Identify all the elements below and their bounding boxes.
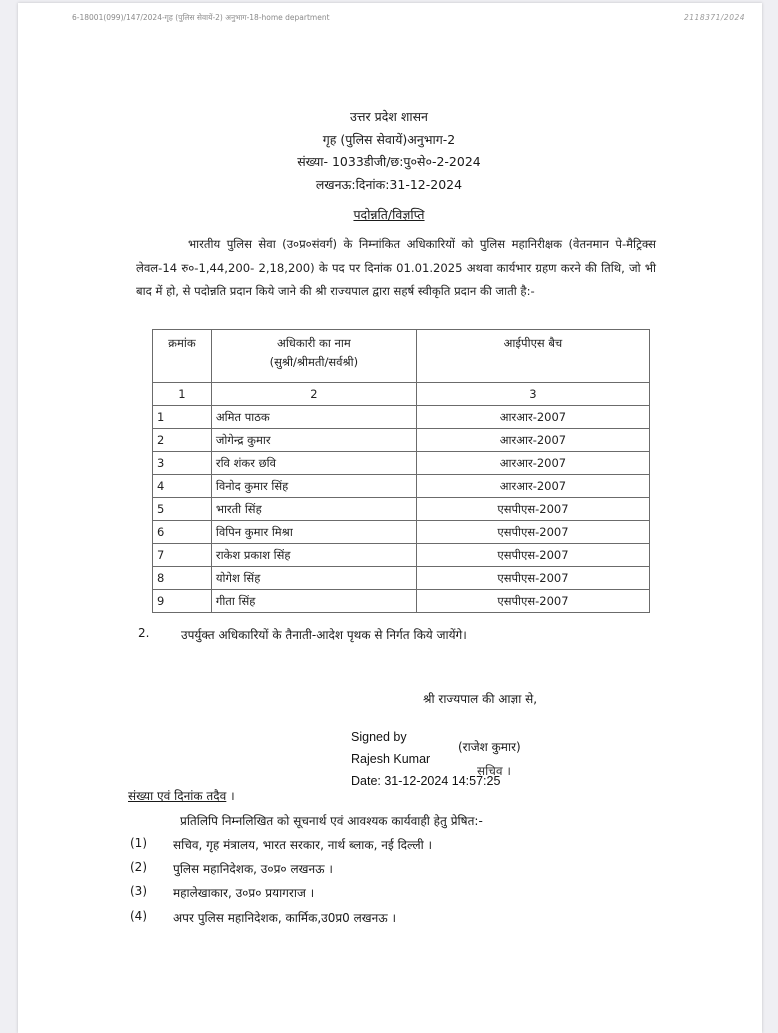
batch-cell: आरआर-2007 <box>416 452 649 475</box>
table-row <box>153 452 650 475</box>
table-row <box>153 590 650 613</box>
signer-name: Rajesh Kumar <box>351 752 431 766</box>
officer-name-cell: योगेश सिंह <box>211 567 416 590</box>
copy-reference-text: संख्या एवं दिनांक तदैव <box>128 789 227 803</box>
serial-cell: 4 <box>153 475 212 498</box>
column-number: 3 <box>416 383 649 406</box>
paragraph-1-text: भारतीय पुलिस सेवा (उ०प्र०संवर्ग) के निम्नांकित अधिकारियों को पुलिस महानिरीक्षक (वेतनमान पे-मैट्रिक्स लेवल-14 रु०-1,44,200- 2,18,200) के पद पर दिनांक 01.01.2025 अथवा कार्यभार ग्रहण करने की तिथि, जो भी बाद में हो, से पदोन्नति प्रदान किये जाने की श्री राज्यपाल द्वारा सहर्ष स्वीकृति प्रदान की जाती है:- <box>136 237 656 298</box>
by-order-text: श्री राज्यपाल की आज्ञा से, <box>423 692 538 706</box>
table-row <box>153 521 650 544</box>
copy-intro: प्रतिलिपि निम्नलिखित को सूचनार्थ एवं आवश्यक कार्यवाही हेतु प्रेषित:- <box>180 814 483 828</box>
officer-name-cell: जोगेन्द्र कुमार <box>211 429 416 452</box>
table-row <box>153 498 650 521</box>
signatory-designation: सचिव । <box>477 764 511 778</box>
officer-name-cell: भारती सिंह <box>211 498 416 521</box>
header-name-subtitle: (सुश्री/श्रीमती/सर्वश्री) <box>269 355 359 369</box>
copy-reference <box>128 787 235 804</box>
header-batch: आईपीएस बैच <box>416 330 649 383</box>
serial-cell: 8 <box>153 567 212 590</box>
recipient-text: सचिव, गृह मंत्रालय, भारत सरकार, नार्थ ब्लाक, नई दिल्ली । <box>173 838 433 852</box>
recipient-number: (2) <box>130 860 147 874</box>
file-reference: 6-18001(099)/147/2024-गृह (पुलिस सेवायें-2) अनुभाग-18-home department <box>72 13 330 22</box>
table-row <box>153 475 650 498</box>
officers-table <box>152 329 650 613</box>
recipient-text: पुलिस महानिदेशक, उ०प्र० लखनऊ । <box>173 862 333 876</box>
column-number: 2 <box>211 383 416 406</box>
letter-number: संख्या- 1033डीजी/छ:पु०से०-2-2024 <box>297 154 481 169</box>
table-row <box>153 544 650 567</box>
batch-cell: आरआर-2007 <box>416 406 649 429</box>
serial-cell: 2 <box>153 429 212 452</box>
officer-name-cell: अमित पाठक <box>211 406 416 429</box>
signature-date: Date: 31-12-2024 14:57:25 <box>351 774 501 788</box>
officer-name-cell: रवि शंकर छवि <box>211 452 416 475</box>
subject-text: पदोन्नति/विज्ञप्ति <box>353 207 425 222</box>
point-2-number: 2. <box>138 626 150 640</box>
recipient-text: महालेखाकार, उ०प्र० प्रयागराज । <box>173 886 315 900</box>
serial-cell: 9 <box>153 590 212 613</box>
signatory-name-hindi: (राजेश कुमार) <box>458 740 521 754</box>
officer-name-cell: गीता सिंह <box>211 590 416 613</box>
serial-cell: 1 <box>153 406 212 429</box>
header-name <box>211 330 416 383</box>
batch-cell: एसपीएस-2007 <box>416 521 649 544</box>
header-name-title: अधिकारी का नाम <box>277 336 351 350</box>
recipient-number: (4) <box>130 909 147 923</box>
signed-by-label: Signed by <box>351 730 407 744</box>
serial-cell: 3 <box>153 452 212 475</box>
column-number: 1 <box>153 383 212 406</box>
table-header-row <box>153 330 650 383</box>
place-date: लखनऊ:दिनांक:31-12-2024 <box>315 177 463 192</box>
serial-cell: 5 <box>153 498 212 521</box>
department-title: गृह (पुलिस सेवायें)अनुभाग-2 <box>322 132 456 147</box>
table-row <box>153 406 650 429</box>
officer-name-cell: राकेश प्रकाश सिंह <box>211 544 416 567</box>
point-2-text: उपर्युक्त अधिकारियों के तैनाती-आदेश पृथक से निर्गत किये जायेंगे। <box>181 628 467 642</box>
recipient-text: अपर पुलिस महानिदेशक, कार्मिक,उ0प्र0 लखनऊ । <box>173 911 397 925</box>
table-row <box>153 567 650 590</box>
column-number-row <box>153 383 650 406</box>
file-number: 2118371/2024 <box>684 13 746 22</box>
copy-reference-end: । <box>230 789 235 803</box>
government-title: उत्तर प्रदेश शासन <box>350 109 428 124</box>
batch-cell: आरआर-2007 <box>416 475 649 498</box>
recipient-number: (1) <box>130 836 147 850</box>
batch-cell: एसपीएस-2007 <box>416 590 649 613</box>
batch-cell: एसपीएस-2007 <box>416 544 649 567</box>
recipient-number: (3) <box>130 884 147 898</box>
serial-cell: 6 <box>153 521 212 544</box>
serial-cell: 7 <box>153 544 212 567</box>
header-serial: क्रमांक <box>153 330 212 383</box>
officer-name-cell: विनोद कुमार सिंह <box>211 475 416 498</box>
batch-cell: आरआर-2007 <box>416 429 649 452</box>
table-row <box>153 429 650 452</box>
subject-heading <box>0 206 778 223</box>
batch-cell: एसपीएस-2007 <box>416 498 649 521</box>
batch-cell: एसपीएस-2007 <box>416 567 649 590</box>
officer-name-cell: विपिन कुमार मिश्रा <box>211 521 416 544</box>
paragraph-1 <box>136 233 656 304</box>
